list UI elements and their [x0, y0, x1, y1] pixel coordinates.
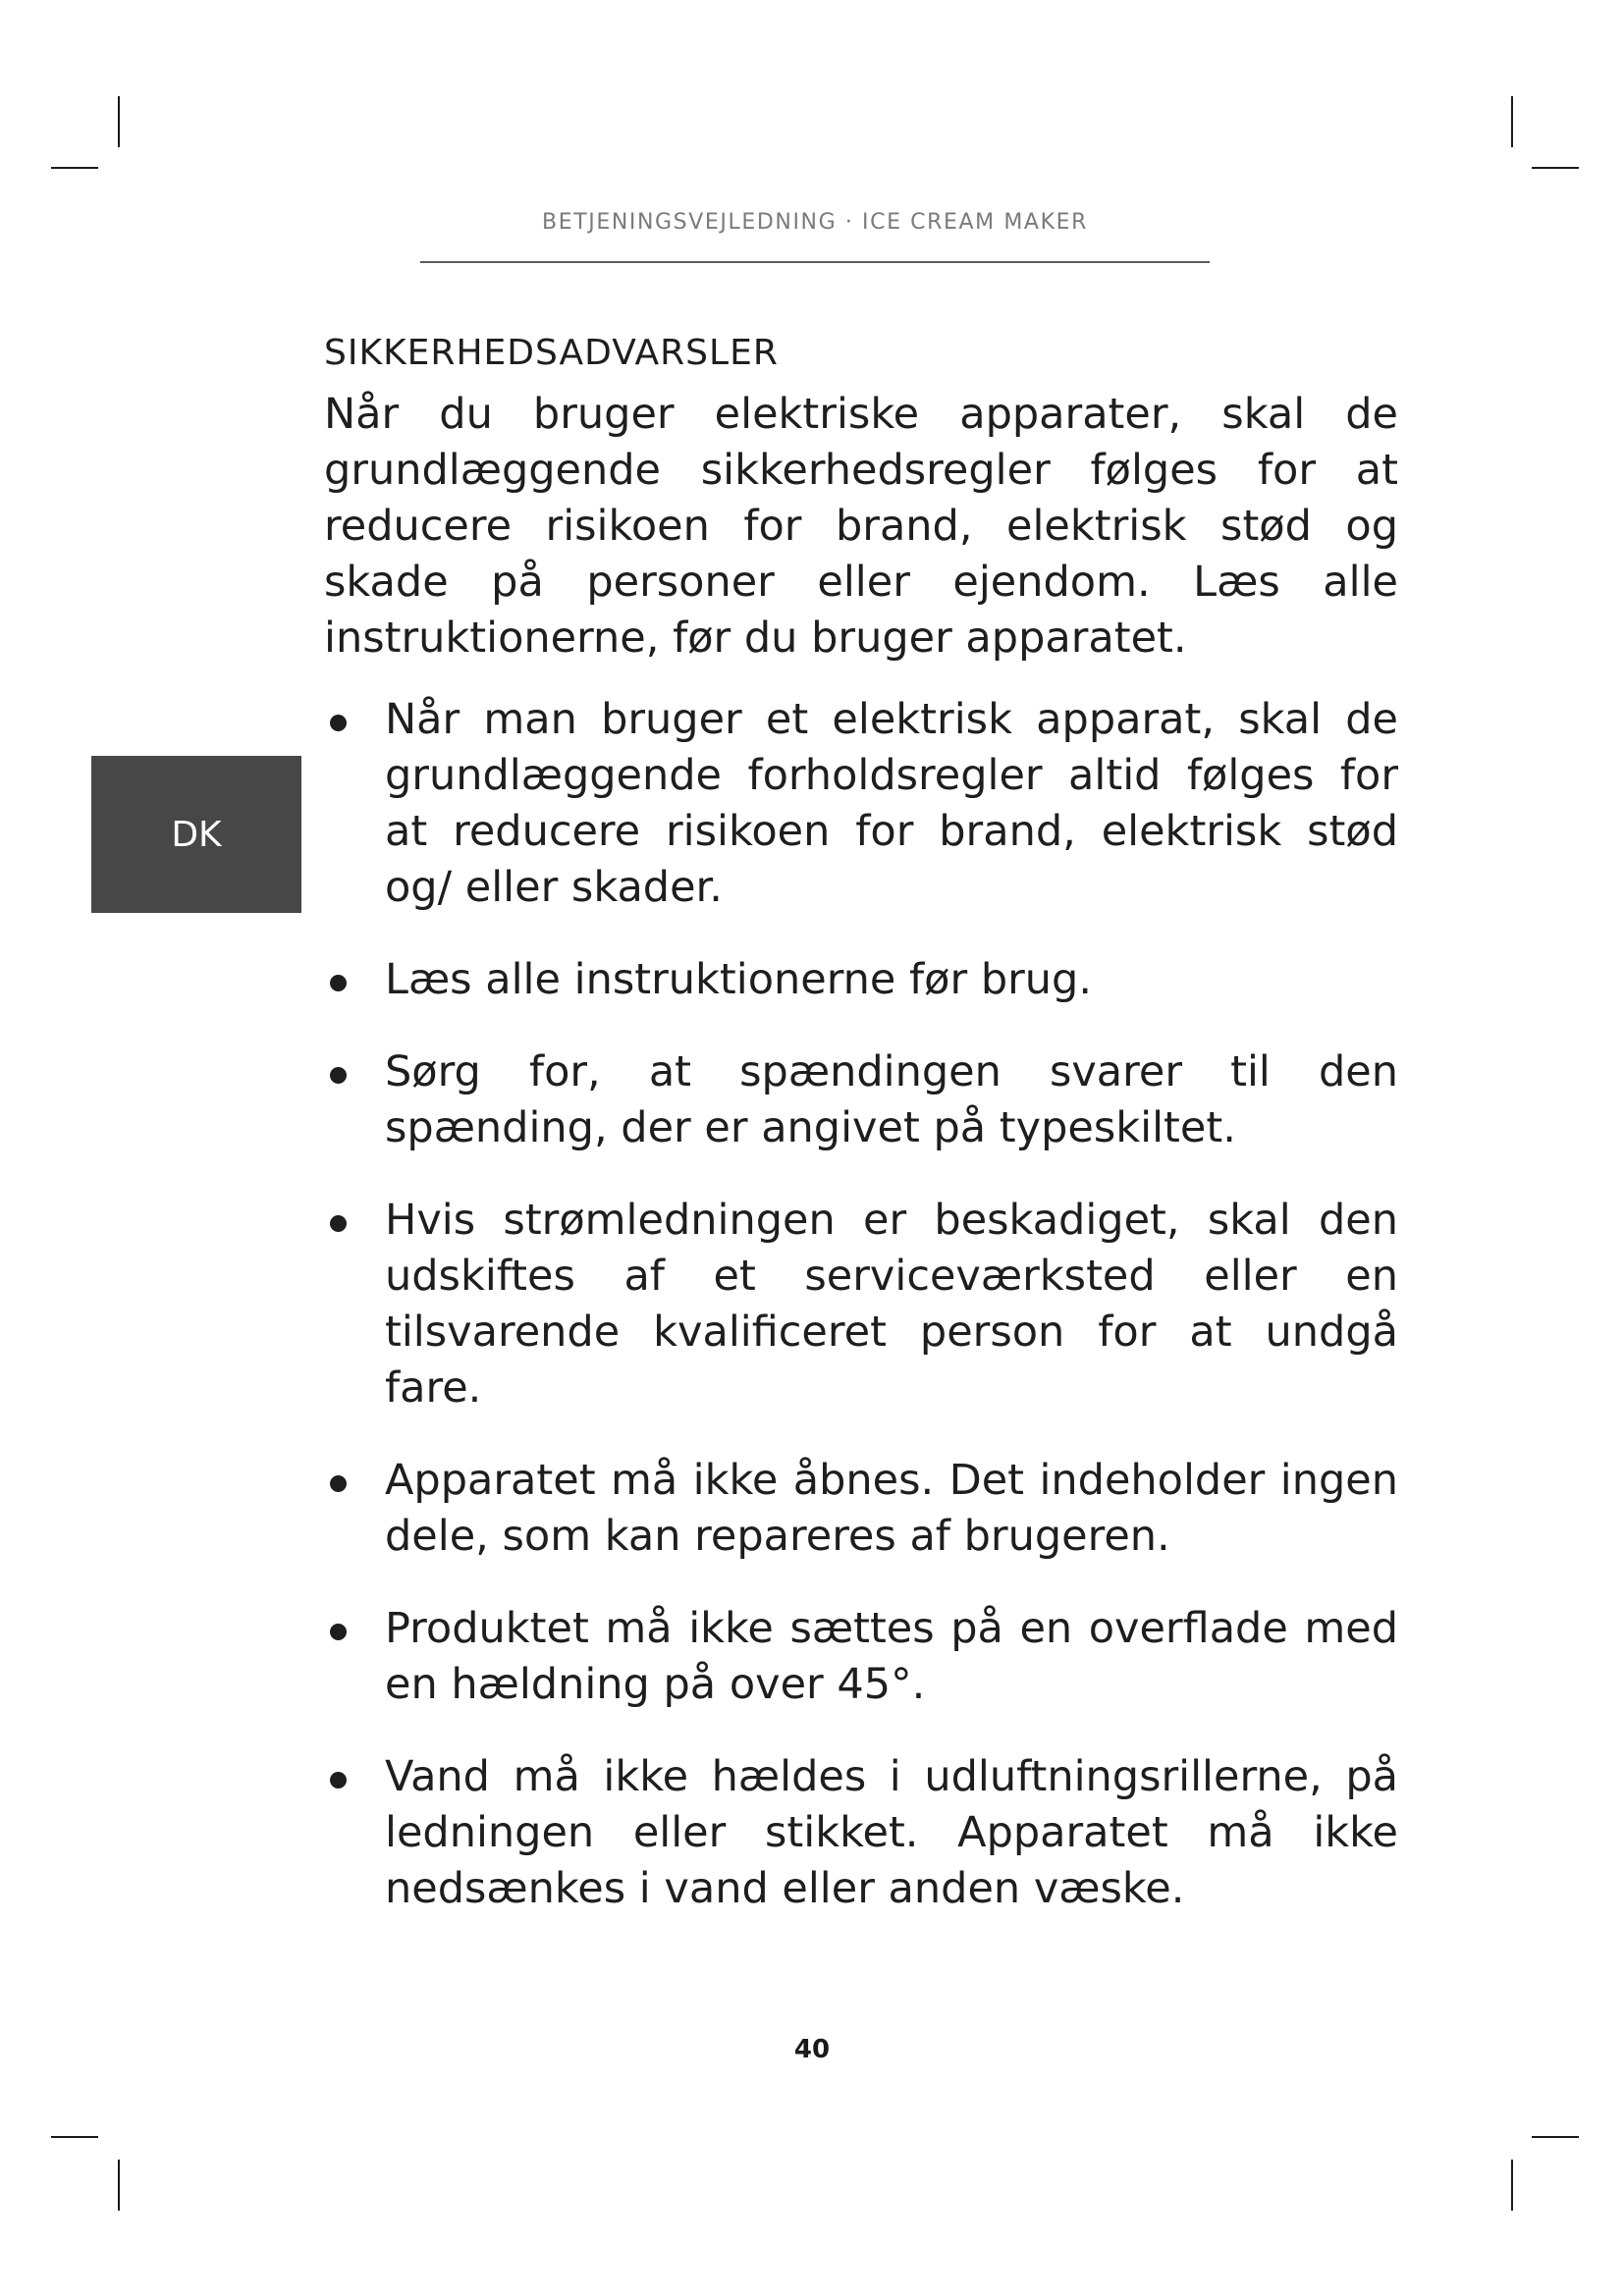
crop-mark-top-left-vertical [118, 96, 120, 147]
language-tab [91, 756, 301, 913]
bullet-icon [330, 1067, 347, 1084]
list-item [324, 1749, 1398, 1917]
safety-section [324, 326, 1398, 1953]
bullet-icon [330, 1624, 347, 1640]
bullet-text: Når man bruger et elektrisk apparat, skal de grundlæggende forholdsregler altid følges for at reducere risikoen for brand, elektrisk stød og/ eller skader. [385, 695, 1398, 912]
list-item [324, 692, 1398, 916]
bullet-icon [330, 1475, 347, 1492]
crop-mark-bottom-left-vertical [118, 2160, 120, 2211]
list-item [324, 1044, 1398, 1156]
section-title: SIKKERHEDSADVARSLER [324, 333, 779, 373]
safety-bullet-list [324, 692, 1398, 1917]
crop-mark-top-left-horizontal [51, 167, 98, 169]
bullet-icon [330, 1215, 347, 1232]
crop-mark-top-right-vertical [1511, 96, 1513, 147]
crop-mark-top-right-horizontal [1532, 167, 1579, 169]
page-number: 40 [793, 2035, 831, 2064]
running-header: BETJENINGSVEJLEDNING · ICE CREAM MAKER [542, 210, 1088, 235]
header-divider [420, 261, 1210, 263]
bullet-icon [330, 715, 347, 731]
list-item [324, 1601, 1398, 1713]
bullet-text: Produktet må ikke sættes på en overflade med en hældning på over 45°. [385, 1604, 1398, 1709]
bullet-icon [330, 1772, 347, 1789]
crop-mark-bottom-right-vertical [1511, 2160, 1513, 2211]
language-tab-label: DK [171, 814, 222, 855]
list-item [324, 952, 1398, 1008]
bullet-text: Apparatet må ikke åbnes. Det indeholder ingen dele, som kan repareres af brugeren. [385, 1456, 1398, 1561]
bullet-text: Sørg for, at spændingen svarer til den spænding, der er angivet på typeskiltet. [385, 1047, 1398, 1152]
bullet-text: Læs alle instruktionerne før brug. [385, 955, 1093, 1004]
bullet-text: Hvis strømledningen er beskadiget, skal den udskiftes af et serviceværksted eller en tilsvarende kvalificeret person for at undgå fare. [385, 1196, 1398, 1413]
intro-paragraph: Når du bruger elektriske apparater, skal de grundlæggende sikkerhedsregler følges for at reducere risikoen for brand, elektrisk stød og skade på personer eller ejendom. Læs alle instruktionerne, før du bruger apparatet. [324, 390, 1398, 663]
bullet-text: Vand må ikke hældes i udluftningsrillerne, på ledningen eller stikket. Apparatet må ikke nedsænkes i vand eller anden væske. [385, 1752, 1398, 1913]
bullet-icon [330, 975, 347, 991]
crop-mark-bottom-right-horizontal [1532, 2136, 1579, 2138]
crop-mark-bottom-left-horizontal [51, 2136, 98, 2138]
list-item [324, 1453, 1398, 1565]
list-item [324, 1193, 1398, 1416]
